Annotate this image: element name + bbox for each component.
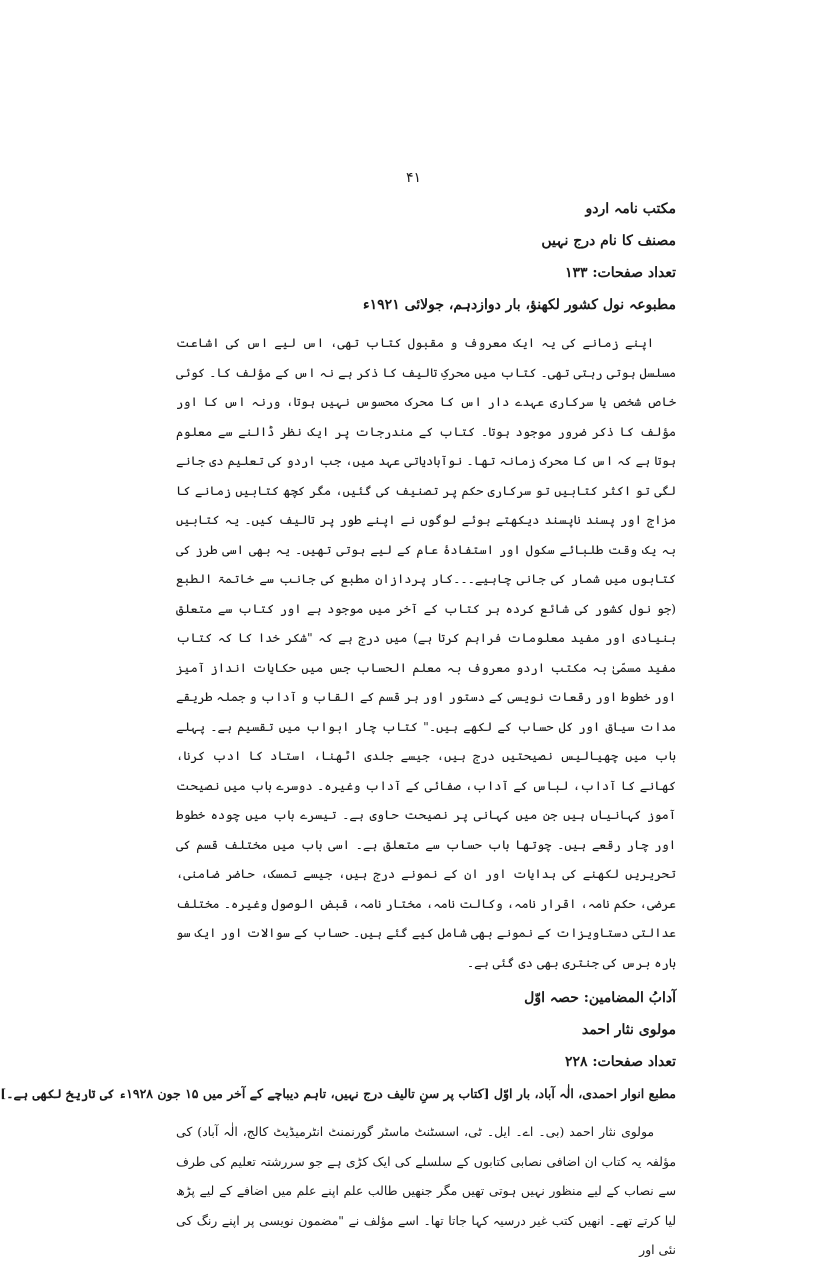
page-content [0,200,676,1265]
book2-paragraph-text: مولوی نثار احمد (بی۔ اے۔ ایل۔ ٹی، اسسٹنٹ ماسٹر گورنمنٹ انٹرمیڈیٹ کالج، الٰہ آباد) کی مؤلفہ یہ کتاب ان اضافی نصابی کتابوں کے سلسلے کی ایک کڑی ہے جو سررشتہ تعلیم کی طرف سے نصاب کے لیے منظور نہیں ہوتی تھیں مگر جنھیں طالب علم اپنے علم میں اضافے کے لیے پڑھ لیا کرتے تھے۔ انھیں کتب غیر درسیہ کہا جاتا تھا۔ اسے مؤلف نے "مضمون نویسی پر اپنے رنگ کی نئی اور [176,1124,676,1257]
book2-pages: تعداد صفحات: ۲۲۸ [564,1054,676,1070]
book1-paragraph [176,328,676,977]
book1-author: مصنف کا نام درج نہیں [541,233,676,249]
book2-author: مولوی نثار احمد [581,1022,676,1038]
book2-paragraph [176,1117,676,1265]
book1-paragraph-text: اپنے زمانے کی یہ ایک معروف و مقبول کتاب تھی، اس لیے اس کی اشاعت مسلسل ہوتی رہتی تھی۔ کتاب میں محرکِ تالیف کا ذکر ہے نہ اس کے مؤلف کا۔ کوئی خاص شخص یا سرکاری عہدے دار اس کا محرک محسوس نہیں ہوتا، ورنہ اس کا اور مؤلف کا ذکر ضرور موجود ہوتا۔ کتاب کے مندرجات پر ایک نظر ڈالنے سے معلوم ہوتا ہے کہ اس کا محرک زمانہ تھا۔ نوآبادیاتی عہد میں، جب اردو کی تعلیم دی جانے لگی تو اکثر کتابیں تو سرکاری حکم پر تصنیف کی گئیں، مگر کچھ کتابیں زمانے کا مزاج اور پسند ناپسند دیکھتے ہوئے لوگوں نے اپنے طور پر تالیف کیں۔ یہ کتابیں بہ یک وقت طلبائے سکول اور استفادۂ عام کے لیے ہوتی تھیں۔ یہ بھی اسی طرز کی کتابوں میں شمار کی جانی چاہیے۔۔۔کار پردازانِ مطبع کی جانب سے خاتمۃ الطبع (جو نول کشور کی شائع کردہ ہر کتاب کے آخر میں موجود ہے اور کتاب سے متعلق بنیادی اور مفید معلومات فراہم کرتا ہے) میں درج ہے کہ "شکر خدا کا کہ کتاب مفید مسمّیٰ بہ مکتب اردو معروف بہ معلم الحساب جس میں حکایات انداز آمیز اور خطوط اور رقعات نویسی کے دستور اور ہر قسم کے القاب و آداب و جملہ طریقے مدات سیاق اور کل حساب کے لکھے ہیں۔" کتاب چار ابواب میں تقسیم ہے۔ پہلے باب میں چھیالیس نصیحتیں درج ہیں، جیسے جلدی اٹھنا، استاد کا ادب کرنا، کھانے کا آداب، لباس کے آداب، صفائی کے آداب وغیرہ۔ دوسرے باب میں نصیحت آموز کہانیاں ہیں جن میں کہانی پر نصیحت حاوی ہے۔ تیسرے باب میں چودہ خطوط اور چار رقعے ہیں۔ چوتھا باب حساب سے متعلق ہے۔ اسی باب میں مختلف قسم کی تحریریں لکھنے کی ہدایات اور ان کے نمونے درج ہیں، جیسے تمسک، حاضر ضامنی، عرضی، حکم نامہ، اقرار نامہ، وکالت نامہ، مختار نامہ، قبض الوصول وغیرہ۔ مختلف عدالتی دستاویزات کے نمونے بھی شامل کیے گئے ہیں۔ حساب کے سوالات اور ایک سو بارہ برس کی جنتری بھی دی گئی ہے۔ [176,335,676,970]
book1-publisher: مطبوعہ نول کشور لکھنؤ، بار دوازدہم، جولائی ۱۹۲۱ء [363,297,676,313]
page-number: ۴۱ [405,170,422,186]
book2-title: آدابُ المضامین: حصہ اوّل [524,990,676,1006]
section-spacer [176,977,676,989]
book1-title: مکتب نامہ اردو [585,201,676,217]
book2-publisher: مطبع انوار احمدی، الٰہ آباد، بار اوّل [کتاب پر سنِ تالیف درج نہیں، تاہم دیباچے کے آخر میں ۱۵ جون ۱۹۲۸ء کی تاریخ لکھی ہے۔] [0,1086,676,1101]
book1-pages: تعداد صفحات: ۱۳۳ [564,265,676,281]
